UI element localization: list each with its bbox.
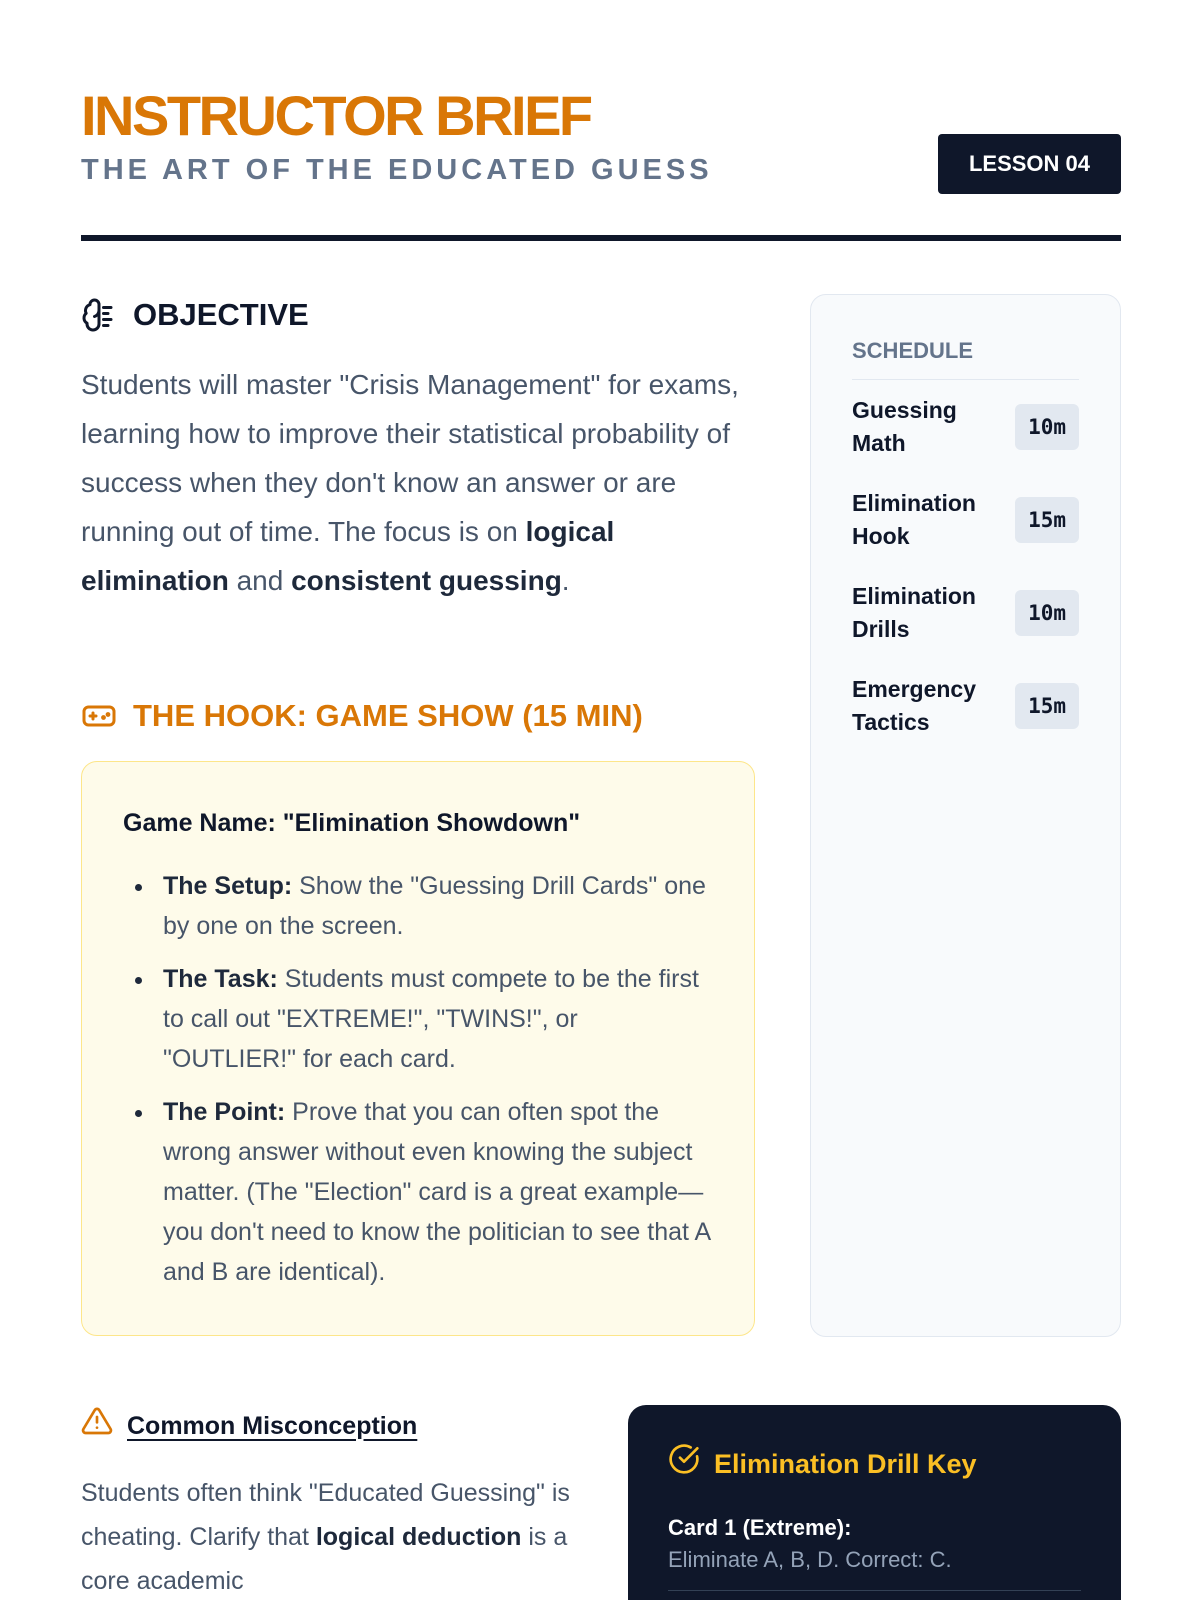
list-item-text: Show the "Guessing Drill Cards" one by one on the screen. xyxy=(163,872,706,940)
list-item xyxy=(123,1092,714,1292)
list-item-label: The Setup: xyxy=(163,872,293,900)
objective-text-part: and xyxy=(228,565,292,596)
misconception-text-part: is a core academic xyxy=(81,1523,568,1595)
hook-list xyxy=(123,866,714,1292)
objective-title: OBJECTIVE xyxy=(133,297,309,332)
drill-key-heading xyxy=(668,1443,1081,1484)
check-circle-icon xyxy=(668,1443,700,1484)
hook-heading xyxy=(81,698,643,734)
list-item-text: Prove that you can often spot the wrong answer without even knowing the subject matter. (The "Election" card is a great example—you don't need to know the politician to see that A and B are identical). xyxy=(163,1098,710,1286)
warning-icon xyxy=(81,1405,113,1446)
header xyxy=(81,86,1121,242)
list-item xyxy=(123,959,714,1079)
objective-bold-part: logical elimination xyxy=(81,516,615,596)
misconception-heading xyxy=(81,1405,417,1446)
list-item-label: The Task: xyxy=(163,965,278,993)
drill-key-panel xyxy=(628,1405,1121,1600)
hook-callout xyxy=(81,761,755,1336)
drill-key-title: Elimination Drill Key xyxy=(714,1448,977,1479)
schedule-title: SCHEDULE xyxy=(852,337,1079,380)
hook-title: THE HOOK: GAME SHOW (15 MIN) xyxy=(133,698,643,733)
list-item-label: The Point: xyxy=(163,1098,286,1126)
drill-card-title: Card 1 (Extreme): xyxy=(668,1515,852,1540)
misconception-title: Common Misconception xyxy=(127,1411,418,1440)
schedule-label: Guessing Math xyxy=(852,396,957,456)
drill-card-divider xyxy=(668,1590,1081,1591)
gamepad-icon xyxy=(81,698,117,734)
list-item xyxy=(123,866,714,946)
schedule-label: Emergency Tactics xyxy=(852,675,977,735)
objective-heading xyxy=(81,297,309,333)
misconception-text xyxy=(81,1471,581,1600)
objective-text-part: . xyxy=(561,565,570,596)
objective-text xyxy=(81,360,761,605)
brain-icon xyxy=(81,297,117,333)
schedule-time-badge: 10m xyxy=(1015,404,1079,450)
lesson-badge: LESSON 04 xyxy=(938,134,1121,194)
schedule-row xyxy=(852,659,1079,752)
schedule-panel xyxy=(810,294,1121,1337)
schedule-row xyxy=(852,380,1079,473)
game-name: Game Name: "Elimination Showdown" xyxy=(123,809,581,837)
objective-bold-part: consistent guessing xyxy=(291,565,562,596)
schedule-time-badge: 15m xyxy=(1015,497,1079,543)
schedule-row xyxy=(852,566,1079,659)
page-subtitle: THE ART OF THE EDUCATED GUESS xyxy=(81,154,713,186)
objective-text-part: Students will master "Crisis Management" for exams, learning how to improve their statistical probability of success when they don't know an answer or are running out of time. The focus is on xyxy=(81,369,739,547)
list-item-text: Students must compete to be the first to call out "EXTREME!", "TWINS!", or "OUTLIER!" for each card. xyxy=(163,965,699,1073)
header-divider xyxy=(81,235,1121,241)
misconception-text-part: Students often think "Educated Guessing" is cheating. Clarify that xyxy=(81,1479,570,1551)
schedule-label: Elimination Hook xyxy=(852,489,976,549)
page-title: INSTRUCTOR BRIEF xyxy=(81,84,591,147)
schedule-label: Elimination Drills xyxy=(852,582,976,642)
misconception-bold-part: logical deduction xyxy=(315,1523,522,1551)
drill-card-answer: Eliminate A, B, D. Correct: C. xyxy=(668,1547,952,1572)
schedule-time-badge: 10m xyxy=(1015,590,1079,636)
schedule-time-badge: 15m xyxy=(1015,683,1079,729)
schedule-row xyxy=(852,473,1079,566)
